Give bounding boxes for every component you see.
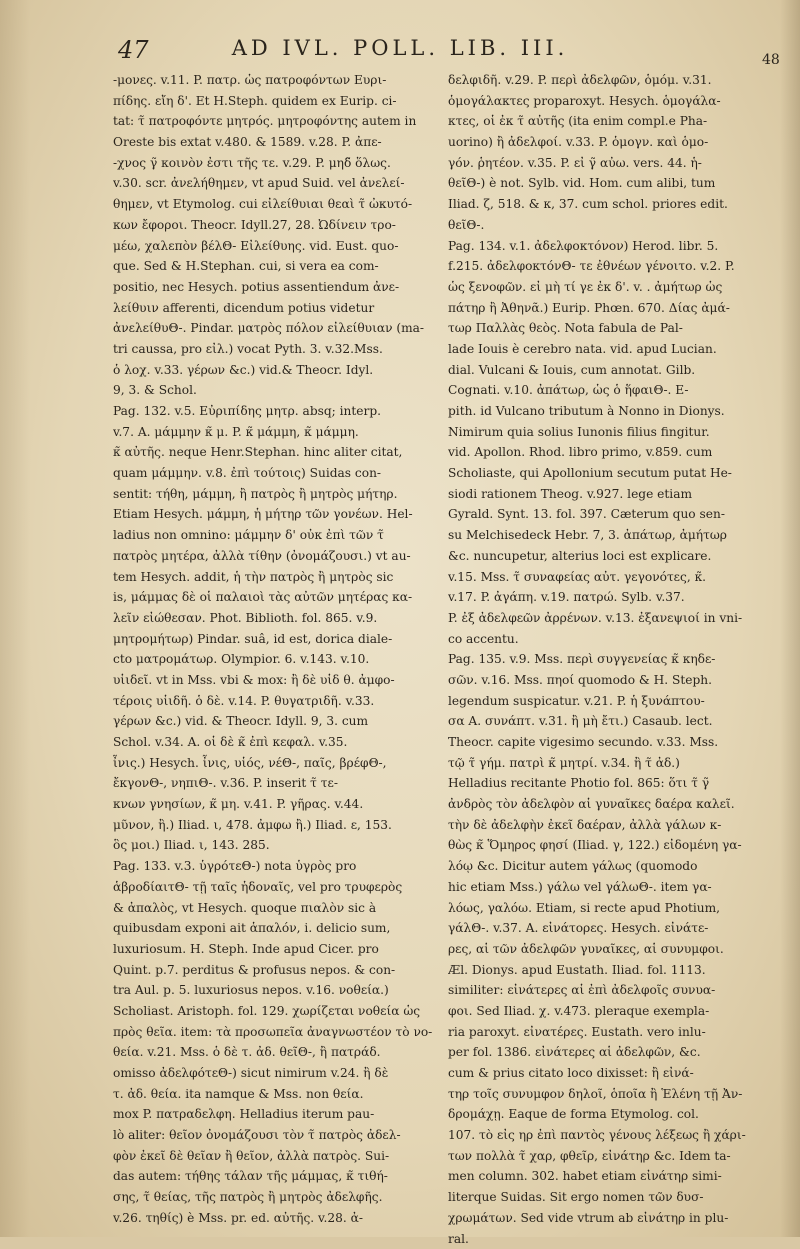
- text-line: υἱιδεῖ. vt in Mss. vbi & mox: ἢ δὲ υἱδ θ. ἀμφο-: [113, 670, 463, 691]
- text-line: μητρομήτωρ) Pindar. suâ, id est, dorica diale-: [113, 629, 463, 650]
- text-line: Pag. 133. v.3. ὑγρότεΘ-) nota ὑγρὸς pro: [113, 856, 463, 877]
- text-line: θεῖΘ-.: [448, 215, 790, 236]
- text-line: θὼς κ̃ Ὅμηρος φησί (Iliad. γ, 122.) εἰδομένη γα-: [448, 835, 790, 856]
- text-line: tri caussa, pro εἰλ.) vocat Pyth. 3. v.32.Mss.: [113, 339, 463, 360]
- text-line: omisso ἀδελφότεΘ-) sicut nimirum v.24. ἢ δὲ: [113, 1063, 463, 1084]
- text-line: Helladius recitante Photio fol. 865: ὅτι τ̃ γ̃: [448, 773, 790, 794]
- text-line: κνων γνησίων, κ̃ μη. v.41. P. γῆρας. v.44.: [113, 794, 463, 815]
- text-line: Æl. Dionys. apud Eustath. Iliad. fol. 1113.: [448, 960, 790, 981]
- text-line: κων ἔφοροι. Theocr. Idyll.27, 28. Ὠδίνειν τρο-: [113, 215, 463, 236]
- text-line: v.7. A. μάμμην κ̃ μ. P. κ̃ μάμμη, κ̃ μάμμη.: [113, 422, 463, 443]
- text-line: γάλΘ-. v.37. A. εἰνάτορες. Hesych. εἰνάτε-: [448, 918, 790, 939]
- text-line: -μονες. v.11. P. πατρ. ὡς πατροφόντων Eυρι-: [113, 70, 463, 91]
- text-line: Pag. 132. v.5. Eὐριπίδης μητρ. absq; interp.: [113, 401, 463, 422]
- text-line: των πολλὰ τ̃ χαρ, φθεῖρ, εἰνάτηρ &c. Idem ta-: [448, 1146, 790, 1167]
- text-line: quam μάμμην. v.8. ἐπὶ τούτοις) Suidas con-: [113, 463, 463, 484]
- text-line: θεία. v.21. Mss. ὁ δὲ τ. ἀδ. θεῖΘ-, ἢ πατράδ.: [113, 1042, 463, 1063]
- text-line: per fol. 1386. εἰνάτερες αἱ ἀδελφῶν, &c.: [448, 1042, 790, 1063]
- page-edge-shadow: [0, 0, 30, 1237]
- text-line: γόν. ῥητέον. v.35. P. εἰ γ̃ αὐω. vers. 44. ἡ-: [448, 153, 790, 174]
- text-line: ἶνις.) Hesych. ἶνις, υἱός, νέΘ-, παῖς, βρέφΘ-,: [113, 753, 463, 774]
- text-line: tem Hesych. addit, ἡ τὴν πατρὸς ἢ μητρὸς sic: [113, 567, 463, 588]
- right-page-number: 48: [762, 52, 780, 68]
- text-line: uorino) ἢ ἀδελφοί. v.33. P. ὁμογν. καὶ ὁμο-: [448, 132, 790, 153]
- text-line: Scholiast. Aristoph. fol. 129. χωρίζεται νοθεία ὡς: [113, 1001, 463, 1022]
- text-line: Gyrald. Synt. 13. fol. 397. Cæterum quo sen-: [448, 504, 790, 525]
- text-line: τ. ἀδ. θεία. ita namque & Mss. non θεία.: [113, 1084, 463, 1105]
- text-line: ἔκγονΘ-, νηπιΘ-. v.36. P. inserit τ̃ τε-: [113, 773, 463, 794]
- text-line: λεῖν εἰώθεσαν. Phot. Biblioth. fol. 865. v.9.: [113, 608, 463, 629]
- text-line: literque Suidas. Sit ergo nomen τῶν δυσ-: [448, 1187, 790, 1208]
- text-line: ἁβροδίαιτΘ- τῇ ταῖς ἡδοναῖς, vel pro τρυφερὸς: [113, 877, 463, 898]
- text-line: τὴν δὲ ἀδελφὴν ἐκεῖ δαέραν, ἀλλὰ γάλων κ-: [448, 815, 790, 836]
- text-line: δελφιδῆ. v.29. P. περὶ ἀδελφῶν, ὁμόμ. v.31.: [448, 70, 790, 91]
- text-line: σα A. συνάπτ. v.31. ἢ μὴ ἔτι.) Casaub. lect.: [448, 711, 790, 732]
- text-line: das autem: τήθης τάλαν τῆς μάμμας, κ̃ τιθή-: [113, 1166, 463, 1187]
- text-line: & ἀπαλὸς, vt Hesych. quoque πιαλὸν sic à: [113, 898, 463, 919]
- text-line: 9, 3. & Schol.: [113, 380, 463, 401]
- text-line: luxuriosum. H. Steph. Inde apud Cicer. pro: [113, 939, 463, 960]
- text-line: quibusdam exponi ait ἁπαλόν, i. delicio sum,: [113, 918, 463, 939]
- text-line: legendum suspicatur. v.21. P. ἡ ξυνάπτου-: [448, 691, 790, 712]
- text-line: πρὸς θεῖα. item: τὰ προσωπεῖα ἀναγνωστέον τὸ νο-: [113, 1022, 463, 1043]
- text-line: πίδης. εἴη δ'. Et H.Steph. quidem ex Eurip. ci-: [113, 91, 463, 112]
- text-line: v.26. τηθίς) è Mss. pr. ed. αὐτῆς. v.28. ἀ-: [113, 1208, 463, 1229]
- text-line: ral.: [448, 1229, 790, 1249]
- text-line: cto ματρομάτωρ. Olympior. 6. v.143. v.10.: [113, 649, 463, 670]
- text-line: ὁμογάλακτες proparoxyt. Hesych. ὁμογάλα-: [448, 91, 790, 112]
- text-line: κ̃ αὐτῆς. neque Henr.Stephan. hinc aliter citat,: [113, 442, 463, 463]
- text-line: θεῖΘ-) è not. Sylb. vid. Hom. cum alibi, tum: [448, 173, 790, 194]
- text-line: γέρων &c.) vid. & Theocr. Idyll. 9, 3. cum: [113, 711, 463, 732]
- text-line: &c. nuncupetur, alterius loci est explicare.: [448, 546, 790, 567]
- text-line: πάτηρ ἢ Ἀθηνᾶ.) Eurip. Phœn. 670. Δίας ἀμά-: [448, 298, 790, 319]
- left-text-column: [113, 70, 463, 1229]
- text-line: Pag. 134. v.1. ἀδελφοκτόνον) Herod. libr. 5.: [448, 236, 790, 257]
- text-line: Etiam Hesych. μάμμη, ἡ μήτηρ τῶν γονέων. Hel-: [113, 504, 463, 525]
- right-text-column: [448, 70, 790, 1249]
- text-line: κτες, οἱ ἐκ τ̃ αὐτῆς (ita enim compl.e Pha-: [448, 111, 790, 132]
- text-line: P. ἐξ ἀδελφεῶν ἀρρένων. v.13. ἐξανεψιοί in vni-: [448, 608, 790, 629]
- text-line: σῶν. v.16. Mss. πηοί quomodo & H. Steph.: [448, 670, 790, 691]
- text-line: χρωμάτων. Sed vide vtrum ab εἰνάτηρ in plu-: [448, 1208, 790, 1229]
- text-line: Schol. v.34. A. οἱ δὲ κ̃ ἐπὶ κεφαλ. v.35.: [113, 732, 463, 753]
- text-line: τέροις υἱιδῆ. ὁ δὲ. v.14. P. θυγατριδῆ. v.33.: [113, 691, 463, 712]
- text-line: ὡς ξενοφῶν. εἰ μὴ τί γε ἐκ δ'. v. . ἀμήτωρ ὡς: [448, 277, 790, 298]
- text-line: siodi rationem Theog. v.927. lege etiam: [448, 484, 790, 505]
- text-line: ὃς μοι.) Iliad. ι, 143. 285.: [113, 835, 463, 856]
- text-line: φὸν ἐκεῖ δὲ θεῖαν ἢ θεῖον, ἀλλὰ πατρὸς. Sui-: [113, 1146, 463, 1167]
- text-line: δρομάχῃ. Eaque de forma Etymolog. col.: [448, 1104, 790, 1125]
- text-line: v.17. P. ἀγάπη. v.19. πατρώ. Sylb. v.37.: [448, 587, 790, 608]
- text-line: φοι. Sed Iliad. χ. v.473. pleraque exempla-: [448, 1001, 790, 1022]
- text-line: ladius non omnino: μάμμην δ' οὐκ ἐπὶ τῶν τ̃: [113, 525, 463, 546]
- text-line: ria paroxyt. εἰνατέρες. Eustath. vero inlu-: [448, 1022, 790, 1043]
- text-line: θημεν, vt Etymolog. cui εἰλείθυιαι θεαὶ τ̃ ὠκυτό-: [113, 194, 463, 215]
- text-line: τῷ τ̃ γήμ. πατρὶ κ̃ μητρί. v.34. ἢ τ̃ ἀδ.): [448, 753, 790, 774]
- text-line: ἀνελείθυΘ-. Pindar. ματρὸς πόλον εἰλείθυιαν (ma-: [113, 318, 463, 339]
- text-line: μῦνον, ἢ.) Iliad. ι, 478. ἀμφω ἢ.) Iliad. ε, 153.: [113, 815, 463, 836]
- text-line: σης, τ̃ θείας, τῆς πατρὸς ἢ μητρὸς ἀδελφῆς.: [113, 1187, 463, 1208]
- text-line: vid. Apollon. Rhod. libro primo, v.859. cum: [448, 442, 790, 463]
- text-line: f.215. ἀδελφοκτόνΘ- τε ἐθνέων γένοιτο. v.2. P.: [448, 256, 790, 277]
- text-line: -χνος γ̃ κοινὸν ἐστι τῆς τε. v.29. P. μηδ̃ ὅλως.: [113, 153, 463, 174]
- text-line: Iliad. ζ, 518. & κ, 37. cum schol. priores edit.: [448, 194, 790, 215]
- text-line: 107. τὸ εἰς ηρ ἐπὶ παντὸς γένους λέξεως ἢ χάρι-: [448, 1125, 790, 1146]
- text-line: ὁ λοχ. v.33. γέρων &c.) vid.& Theocr. Idyl.: [113, 360, 463, 381]
- text-line: λόῳ &c. Dicitur autem γάλως (quomodo: [448, 856, 790, 877]
- text-line: is, μάμμας δὲ οἱ παλαιοὶ τὰς αὐτῶν μητέρας κα-: [113, 587, 463, 608]
- text-line: pith. id Vulcano tributum à Nonno in Dionys.: [448, 401, 790, 422]
- text-line: Cognati. v.10. ἀπάτωρ, ὡς ὁ ἥφαιΘ-. E-: [448, 380, 790, 401]
- text-line: hic etiam Mss.) γάλω vel γάλωΘ-. item γα-: [448, 877, 790, 898]
- text-line: τωρ Παλλὰς θεὸς. Nota fabula de Pal-: [448, 318, 790, 339]
- text-line: co accentu.: [448, 629, 790, 650]
- text-line: μέω, χαλεπὸν βέλΘ- Εἰλείθυης. vid. Eust. quo-: [113, 236, 463, 257]
- text-line: men column. 302. habet etiam εἰνάτηρ simi-: [448, 1166, 790, 1187]
- text-line: v.30. scr. ἀνελήθημεν, vt apud Suid. vel ἀνελεί-: [113, 173, 463, 194]
- text-line: mox P. πατραδελφη. Helladius iterum pau-: [113, 1104, 463, 1125]
- text-line: lade Iouis è cerebro nata. vid. apud Lucian.: [448, 339, 790, 360]
- text-line: Quint. p.7. perditus & profusus nepos. & con-: [113, 960, 463, 981]
- text-line: λόως, γαλόω. Etiam, si recte apud Photium,: [448, 898, 790, 919]
- text-line: τηρ τοῖς συνυμφον δηλοῖ, ὁποῖα ἢ Ἑλένη τῇ Ἀν-: [448, 1084, 790, 1105]
- text-line: lò aliter: θεῖον ὀνομάζουσι τὸν τ̃ πατρὸς ἀδελ-: [113, 1125, 463, 1146]
- text-line: Nimirum quia solius Iunonis filius fingitur.: [448, 422, 790, 443]
- text-line: su Melchisedeck Hebr. 7, 3. ἀπάτωρ, ἀμήτωρ: [448, 525, 790, 546]
- text-line: cum & prius citato loco dixisset: ἢ εἰνά-: [448, 1063, 790, 1084]
- text-line: sentit: τήθη, μάμμη, ἢ πατρὸς ἢ μητρὸς μήτηρ.: [113, 484, 463, 505]
- text-line: similiter: εἰνάτερες αἱ ἐπὶ ἀδελφοῖς συνυα-: [448, 980, 790, 1001]
- text-line: ρες, αἱ τῶν ἀδελφῶν γυναῖκες, αἱ συνυμφοι.: [448, 939, 790, 960]
- text-line: Oreste bis extat v.480. & 1589. v.28. P. ἀπε-: [113, 132, 463, 153]
- text-line: dial. Vulcani & Iouis, cum annotat. Gilb.: [448, 360, 790, 381]
- text-line: positio, nec Hesych. potius assentiendum ἀνε-: [113, 277, 463, 298]
- text-line: Scholiaste, qui Apollonium secutum putat He-: [448, 463, 790, 484]
- running-title: AD IVL. POLL. LIB. III.: [0, 36, 800, 60]
- text-line: λείθυιν afferenti, dicendum potius videtur: [113, 298, 463, 319]
- text-line: v.15. Mss. τ̃ συναφείας αὐτ. γεγονότες, κ̃.: [448, 567, 790, 588]
- page-header: [0, 30, 800, 70]
- text-line: tat: τ̃ πατροφόντε μητρός. μητροφόντης autem in: [113, 111, 463, 132]
- text-line: ἀνδρὸς τὸν ἀδελφὸν αἱ γυναῖκες δαέρα καλεῖ.: [448, 794, 790, 815]
- left-page-number: 47: [118, 36, 149, 64]
- text-line: tra Aul. p. 5. luxuriosus nepos. v.16. νοθεία.): [113, 980, 463, 1001]
- text-line: que. Sed & H.Stephan. cui, si vera ea com-: [113, 256, 463, 277]
- text-line: Theocr. capite vigesimo secundo. v.33. Mss.: [448, 732, 790, 753]
- text-line: Pag. 135. v.9. Mss. περὶ συγγενείας κ̃ κηδε-: [448, 649, 790, 670]
- text-line: πατρὸς μητέρα, ἀλλὰ τίθην (ὀνομάζουσι.) vt au-: [113, 546, 463, 567]
